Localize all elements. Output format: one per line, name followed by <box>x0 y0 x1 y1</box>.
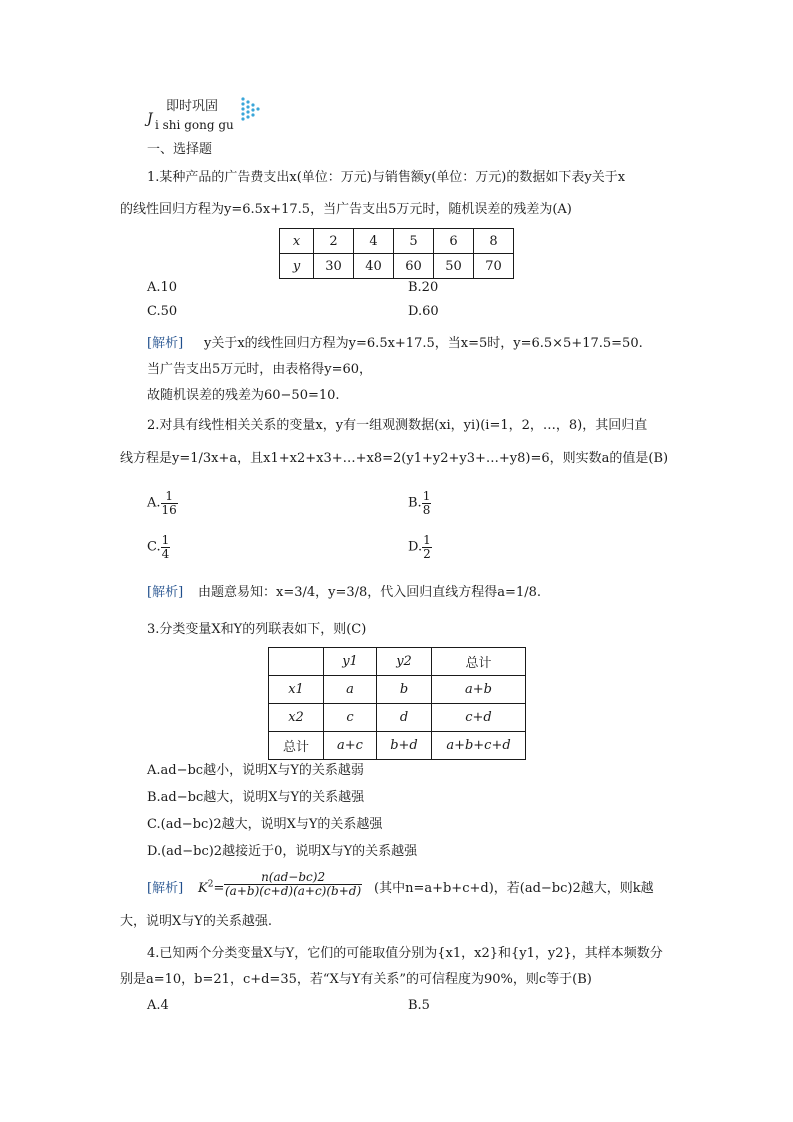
table-cell: 2 <box>314 229 354 254</box>
table-cell: 5 <box>394 229 434 254</box>
q2-line1: 2.对具有线性相关关系的变量x，y有一组观测数据(xi，yi)(i=1，2，…，8)，其回归直 <box>147 418 648 433</box>
table-cell: a <box>324 676 377 704</box>
q1-option-a: A.10 <box>147 280 178 295</box>
table-cell: c <box>324 704 377 732</box>
header-pinyin: i shi gong gu <box>155 118 234 132</box>
table-cell <box>269 648 324 676</box>
q1-option-d: D.60 <box>408 304 439 319</box>
q1-line1: 1.某种产品的广告费支出x(单位：万元)与销售额y(单位：万元)的数据如下表y关于x <box>147 170 626 185</box>
q2-option-d: D. $\frac{1}{2}$ <box>408 533 431 561</box>
table-cell: b+d <box>377 732 432 760</box>
table-row <box>280 254 514 279</box>
table-cell: x2 <box>269 704 324 732</box>
q3-analysis-line1: (其中n=a+b+c+d)，若(ad−bc)2越大，则k越 <box>374 881 654 896</box>
q4-line1: 4.已知两个分类变量X与Y，它们的可能取值分别为{x1，x2}和{y1，y2}，其样本频数分 <box>147 946 663 961</box>
table-cell: 8 <box>474 229 514 254</box>
logo-letter: J <box>147 111 153 127</box>
q1-option-b: B.20 <box>408 280 439 295</box>
q1-analysis-1: y关于x的线性回归方程为y=6.5x+17.5，当x=5时，y=6.5×5+17.5=50. <box>204 336 643 351</box>
table-row <box>269 732 526 760</box>
table-cell: 70 <box>474 254 514 279</box>
q3-option-c: C.(ad−bc)2越大，说明X与Y的关系越强 <box>147 817 383 832</box>
q1-analysis-2: 当广告支出5万元时，由表格得y=60， <box>147 362 373 377</box>
table-cell: 4 <box>354 229 394 254</box>
q2-option-a: A. $\frac{1}{16}$ <box>147 489 177 517</box>
q1-analysis-tag: [解析] <box>147 336 184 351</box>
q4-line2: 别是a=10，b=21，c+d=35，若“X与Y有关系”的可信程度为90%，则c等于(B) <box>120 972 592 987</box>
table-cell: 总计 <box>432 648 526 676</box>
q3-k2-label: $K^2=$ <box>198 879 225 896</box>
q2-line2: 线方程是y=1/3x+a，且x1+x2+x3+…+x8=2(y1+y2+y3+…+y8)=6，则实数a的值是(B) <box>120 451 669 466</box>
section-heading: 一、选择题 <box>147 142 213 157</box>
q2-option-c: C. $\frac{1}{4}$ <box>147 533 170 561</box>
table-cell: a+b <box>432 676 526 704</box>
q2-option-b: B. $\frac{1}{8}$ <box>408 489 431 517</box>
q1-line2: 的线性回归方程为y=6.5x+17.5，当广告支出5万元时，随机误差的残差为(A) <box>120 202 572 217</box>
table-cell: d <box>377 704 432 732</box>
table-cell: 6 <box>434 229 474 254</box>
q2-analysis: 由题意易知：x=3/4，y=3/8，代入回归直线方程得a=1/8. <box>198 585 542 600</box>
table-cell: x <box>280 229 314 254</box>
triangle-dots-icon <box>240 96 260 124</box>
table-cell: 40 <box>354 254 394 279</box>
table-row <box>280 229 514 254</box>
table-cell: 30 <box>314 254 354 279</box>
q4-option-b: B.5 <box>408 998 430 1013</box>
table-cell: 总计 <box>269 732 324 760</box>
table-cell: c+d <box>432 704 526 732</box>
q3-analysis-line2: 大，说明X与Y的关系越强. <box>120 914 272 929</box>
q3-line1: 3.分类变量X和Y的列联表如下，则(C) <box>147 622 367 637</box>
q3-option-a: A.ad−bc越小，说明X与Y的关系越弱 <box>147 763 364 778</box>
header-title: 即时巩固 <box>166 99 219 114</box>
table-cell: y2 <box>377 648 432 676</box>
q2-analysis-tag: [解析] <box>147 585 184 600</box>
q3-option-d: D.(ad−bc)2越接近于0，说明X与Y的关系越强 <box>147 844 418 859</box>
table-row <box>269 676 526 704</box>
q3-analysis-tag: [解析] <box>147 881 184 896</box>
table-cell: x1 <box>269 676 324 704</box>
table-cell: 60 <box>394 254 434 279</box>
table-cell: a+c <box>324 732 377 760</box>
q3-table <box>268 647 526 760</box>
table-cell: a+b+c+d <box>432 732 526 760</box>
table-cell: y <box>280 254 314 279</box>
table-row <box>269 648 526 676</box>
table-cell: 50 <box>434 254 474 279</box>
table-row <box>269 704 526 732</box>
q3-k2-fraction: $\frac{n(ad-bc)2}{(a+b)(c+d)(a+c)(b+d)}$ <box>225 870 362 898</box>
table-cell: b <box>377 676 432 704</box>
q1-table <box>279 228 514 279</box>
q3-option-b: B.ad−bc越大，说明X与Y的关系越强 <box>147 790 365 805</box>
q1-analysis-3: 故随机误差的残差为60−50=10. <box>147 388 340 403</box>
q1-option-c: C.50 <box>147 304 178 319</box>
table-cell: y1 <box>324 648 377 676</box>
q4-option-a: A.4 <box>147 998 169 1013</box>
